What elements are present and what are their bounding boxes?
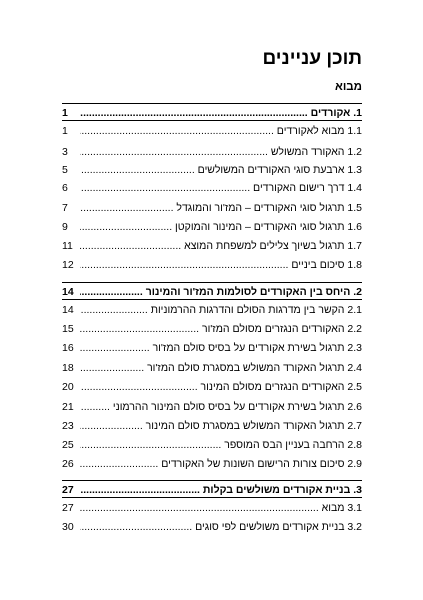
section-label: 1. אקורדים ..... xyxy=(80,106,362,120)
item-label: 2.8 הרחבה בעניין הבס המוספר ..... xyxy=(80,438,362,452)
item-label: 1.1 מבוא לאקורדים ..... xyxy=(80,124,362,138)
item-label: 2.5 האקורדים הנגזרים מסולם המינור ..... xyxy=(80,380,362,394)
divider xyxy=(62,103,362,104)
item-label: 2.3 תרגול בשירת אקורדים על בסיס סולם המז'ור ..... xyxy=(80,341,362,355)
toc-item[interactable] xyxy=(62,181,362,195)
divider xyxy=(62,120,362,121)
toc-item[interactable] xyxy=(62,400,362,414)
page-number: 27 xyxy=(62,484,74,496)
page-number: 3 xyxy=(62,146,68,158)
toc-item[interactable] xyxy=(62,457,362,471)
toc-item[interactable] xyxy=(62,341,362,355)
toc-item[interactable] xyxy=(62,220,362,234)
item-label: 1.5 תרגול סוגי האקורדים – המז'ור והמוגדל ..... xyxy=(80,201,362,215)
toc-section-1[interactable] xyxy=(62,106,362,120)
toc-item[interactable] xyxy=(62,163,362,177)
page-number: 7 xyxy=(62,202,68,214)
toc-section-2[interactable] xyxy=(62,285,362,299)
item-label: 1.3 ארבעת סוגי האקורדים המשולשים ..... xyxy=(80,163,362,177)
divider xyxy=(62,282,362,283)
toc-item[interactable] xyxy=(62,258,362,272)
toc-item[interactable] xyxy=(62,419,362,433)
section-label: 3. בניית אקורדים משולשים בקלות ..... xyxy=(80,483,362,497)
item-label: 1.8 סיכום ביניים ..... xyxy=(80,258,362,272)
page-number: 23 xyxy=(62,420,74,432)
page-number: 12 xyxy=(62,259,74,271)
page-number: 27 xyxy=(62,502,74,514)
toc-item[interactable] xyxy=(62,303,362,317)
toc-item[interactable] xyxy=(62,501,362,515)
page-number: 14 xyxy=(62,304,74,316)
page-number: 25 xyxy=(62,439,74,451)
toc-item[interactable] xyxy=(62,239,362,253)
page-number: 26 xyxy=(62,458,74,470)
page-number: 1 xyxy=(62,107,68,119)
toc-item[interactable] xyxy=(62,201,362,215)
toc-title: תוכן עניינים xyxy=(262,48,362,69)
page-number: 15 xyxy=(62,323,74,335)
page-number: 9 xyxy=(62,221,68,233)
toc-item[interactable] xyxy=(62,322,362,336)
item-label: 3.2 בניית אקורדים משולשים לפי סוגים ..... xyxy=(80,520,362,534)
toc-page xyxy=(62,0,362,600)
item-label: 2.9 סיכום צורות הרישום השונות של האקורדים ..... xyxy=(80,457,362,471)
toc-item[interactable] xyxy=(62,124,362,138)
page-number: 18 xyxy=(62,362,74,374)
page-number: 20 xyxy=(62,381,74,393)
item-label: 1.7 תרגול בשיוך צלילים למשפחת המוצא ..... xyxy=(80,239,362,253)
item-label: 1.6 תרגול סוגי האקורדים – המינור והמוקטן ..... xyxy=(80,220,362,234)
toc-section-3[interactable] xyxy=(62,483,362,497)
toc-item[interactable] xyxy=(62,438,362,452)
divider xyxy=(62,480,362,481)
item-label: 2.4 תרגול האקורד המשולש במסגרת סולם המז'ור ..... xyxy=(80,361,362,375)
page-number: 21 xyxy=(62,401,74,413)
item-label: 1.2 האקורד המשולש ..... xyxy=(80,145,362,159)
item-label: 2.6 תרגול בשירת אקורדים על בסיס סולם המינור ההרמוני ..... xyxy=(80,400,362,414)
divider xyxy=(62,299,362,300)
toc-item[interactable] xyxy=(62,145,362,159)
toc-item[interactable] xyxy=(62,380,362,394)
toc-item[interactable] xyxy=(62,520,362,534)
item-label: 2.7 תרגול האקורד המשולש במסגרת סולם המינור ..... xyxy=(80,419,362,433)
item-label: 3.1 מבוא ..... xyxy=(80,501,362,515)
page-number: 1 xyxy=(62,125,68,137)
toc-item[interactable] xyxy=(62,361,362,375)
item-label: 2.2 האקורדים הנגזרים מסולם המז'ור ..... xyxy=(80,322,362,336)
divider xyxy=(62,497,362,498)
intro-heading: מבוא xyxy=(334,81,362,93)
page-number: 14 xyxy=(62,286,74,298)
item-label: 2.1 הקשר בין מדרגות הסולם והדרגות ההרמוניות ..... xyxy=(80,303,362,317)
page-number: 16 xyxy=(62,342,74,354)
section-label: 2. היחס בין האקורדים לסולמות המז'ור והמינור ..... xyxy=(80,285,362,299)
page-number: 30 xyxy=(62,521,74,533)
page-number: 6 xyxy=(62,182,68,194)
page-number: 11 xyxy=(62,240,73,252)
item-label: 1.4 דרך רישום האקורדים ..... xyxy=(80,181,362,195)
page-number: 5 xyxy=(62,164,68,176)
